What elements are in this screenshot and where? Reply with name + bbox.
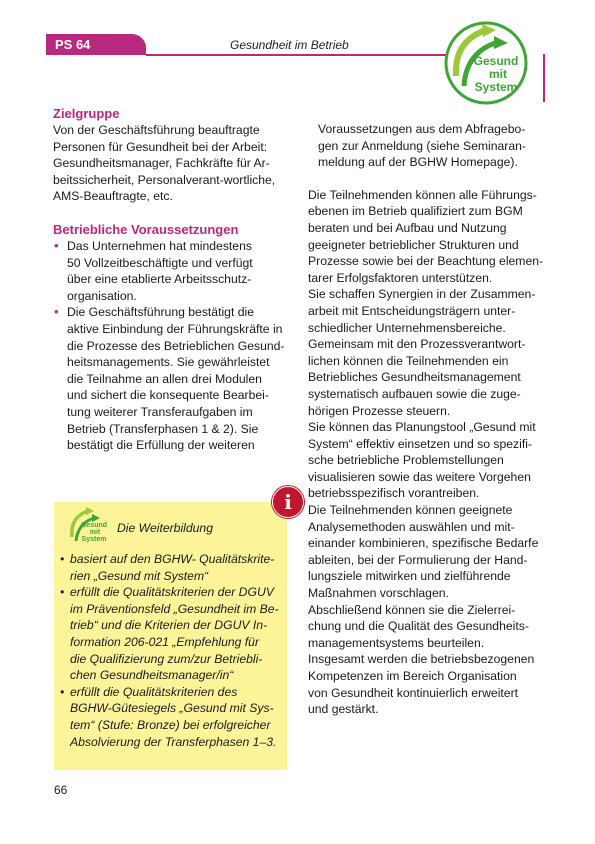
text-line: gen zur Anmeldung (siehe Seminaran- xyxy=(318,138,526,153)
text-line: tarer Erfolgsfaktoren unterstützen. xyxy=(308,270,493,285)
text-line: Absolvierung der Transferphasen 1–3. xyxy=(70,734,277,749)
list-item xyxy=(53,238,290,304)
box-logo-text-3: System xyxy=(81,536,107,543)
page-number: 66 xyxy=(54,783,68,797)
box-list xyxy=(60,551,284,750)
text-line: geeigneter betrieblicher Strukturen und xyxy=(308,237,519,252)
text-line: Voraussetzungen aus dem Abfragebo- xyxy=(318,122,526,136)
list-item xyxy=(53,304,290,453)
text-line: die Prozesse des Betrieblichen Gesund- xyxy=(67,338,285,353)
text-line: Betriebliches Gesundheitsmanagement xyxy=(308,370,521,385)
text-line: systematisch aufbauen sowie die zuge- xyxy=(308,386,521,401)
text-line: 50 Vollzeitbeschäftigte und verfügt xyxy=(67,255,253,270)
text-line: Sie können das Planungstool „Gesund mit xyxy=(308,420,536,435)
logo-text-3: System xyxy=(474,80,518,94)
text-line: Abschließend können sie die Zielerrei- xyxy=(308,602,516,617)
text-line: erfüllt die Qualitätskriterien der DGUV xyxy=(70,585,274,600)
text-line: rien „Gesund mit System“ xyxy=(70,568,209,583)
text-line: Von der Geschäftsführung beauftragte xyxy=(53,123,260,137)
text-line: Sie schaffen Synergien in der Zusammen- xyxy=(308,287,536,302)
text-line: basiert auf den BGHW- Qualitätskrite- xyxy=(70,552,275,566)
text-line: heitsmanagements. Sie gewährleistet xyxy=(67,355,270,370)
text-line: über eine etablierte Arbeitsschutz- xyxy=(67,272,252,287)
gesund-mit-system-logo xyxy=(436,16,532,106)
text-line: chen Gesundheitsmanager/in“ xyxy=(70,668,234,683)
text-line: die Teilnahme an allen drei Modulen xyxy=(67,371,262,386)
text-line: BGHW-Gütesiegels „Gesund mit Sys- xyxy=(70,701,274,716)
voraussetzungen-heading: Betriebliche Voraussetzungen xyxy=(53,221,239,237)
right-column xyxy=(308,121,546,718)
text-line: schiedlicher Unternehmensbereiche. xyxy=(308,320,506,335)
text-line: Gemeinsam mit den Prozessverantwort- xyxy=(308,337,526,352)
text-line: aktive Einbindung der Führungskräfte in xyxy=(67,321,283,336)
text-line: managementsystems beurteilen. xyxy=(308,635,485,650)
text-line: ableiten, bei der Formulierung der Hand- xyxy=(308,552,528,567)
text-line: tung weiterer Transferaufgaben im xyxy=(67,404,253,419)
text-line: AMS-Beauftragte, etc. xyxy=(53,189,173,204)
text-line: betriebsspezifisch vorantreiben. xyxy=(308,486,480,501)
list-item xyxy=(60,551,284,584)
text-line: trieb“ und die Kriterien der DGUV In- xyxy=(70,618,268,633)
text-line: hörigen Prozesse steuern. xyxy=(308,403,451,418)
text-line: beraten und bei Aufbau und Nutzung xyxy=(308,220,507,235)
zielgruppe-heading: Zielgruppe xyxy=(53,106,120,121)
text-line: Betrieb (Transferphasen 1 & 2). Sie xyxy=(67,421,259,436)
header-vertical-rule xyxy=(543,54,545,102)
text-line: von Gesundheit kontinuierlich erweitert xyxy=(308,685,519,700)
text-line: sche betriebliche Problemstellungen xyxy=(308,453,504,468)
text-line: die Qualifizierung zum/zur Betriebli- xyxy=(70,651,263,666)
list-item xyxy=(60,584,284,684)
text-line: Die Teilnehmenden können alle Führungs- xyxy=(308,187,537,202)
zielgruppe-text xyxy=(53,122,290,205)
box-logo xyxy=(66,505,110,547)
ps-tab xyxy=(46,34,146,55)
text-line: System“ effektiv einsetzen und so spezifi- xyxy=(308,436,532,451)
text-line: Die Teilnehmenden können geeignete xyxy=(308,503,513,518)
text-line: Analysemethoden auswählen und mit- xyxy=(308,519,515,534)
text-line: ebenen im Betrieb qualifiziert zum BGM xyxy=(308,204,523,219)
right-para-1 xyxy=(308,121,546,171)
box-title: Die Weiterbildung xyxy=(117,521,213,535)
text-line: arbeit mit Entscheidungsträgern unter- xyxy=(308,303,516,318)
text-line: Insgesamt werden die betriebsbezogenen xyxy=(308,652,535,667)
text-line: meldung auf der BGHW Homepage). xyxy=(318,155,518,170)
text-line: lichen können die Teilnehmenden ein xyxy=(308,353,509,368)
text-line: erfüllt die Qualitätskriterien des xyxy=(70,684,238,699)
text-line: chung und die Qualität des Gesundheits- xyxy=(308,619,529,634)
text-line: lungsziele mitwirken und zielführende xyxy=(308,569,511,584)
header-rule xyxy=(146,54,446,56)
text-line: Kompetenzen im Bereich Organisation xyxy=(308,669,517,683)
left-column xyxy=(53,105,290,454)
voraussetzungen-list xyxy=(53,238,290,454)
text-line: Die Geschäftsführung bestätigt die xyxy=(67,305,254,320)
text-line: Das Unternehmen hat mindestens xyxy=(67,238,252,253)
text-line: tem“ (Stufe: Bronze) bei erfolgreicher xyxy=(70,717,271,732)
text-line: bestätigt die Erfüllung der weiteren xyxy=(67,438,255,453)
ps-label: PS 64 xyxy=(55,37,91,52)
text-line: Gesundheitsmanager, Fachkräfte für Ar- xyxy=(53,156,270,171)
info-icon: i xyxy=(272,486,304,518)
text-line: beitssicherheit, Personalverant-wortliche, xyxy=(53,172,276,187)
logo-text-2: mit xyxy=(489,67,507,81)
text-line: visualisieren sowie das weitere Vorgehen xyxy=(308,469,531,484)
page-header-title: Gesundheit im Betrieb xyxy=(230,38,349,52)
text-line: organisation. xyxy=(67,288,137,303)
box-logo-text-2: mit xyxy=(89,529,101,536)
text-line: formation 206-021 „Empfehlung für xyxy=(70,634,260,649)
text-line: Personen für Gesundheit bei der Arbeit: xyxy=(53,139,268,154)
text-line: Maßnahmen vorschlagen. xyxy=(308,586,449,601)
text-line: und sichert die konsequente Bearbei- xyxy=(67,388,269,403)
list-item xyxy=(60,684,284,750)
text-line: einander kombinieren, spezifische Bedarfe xyxy=(308,536,539,551)
box-logo-text-1: Gesund xyxy=(80,522,108,529)
text-line: und gestärkt. xyxy=(308,702,379,717)
logo-text-1: Gesund xyxy=(473,54,519,68)
text-line: Prozesse sowie bei der Beachtung elemen- xyxy=(308,254,544,269)
text-line: im Präventionsfeld „Gesundheit im Be- xyxy=(70,601,279,616)
right-para-2 xyxy=(308,187,546,718)
